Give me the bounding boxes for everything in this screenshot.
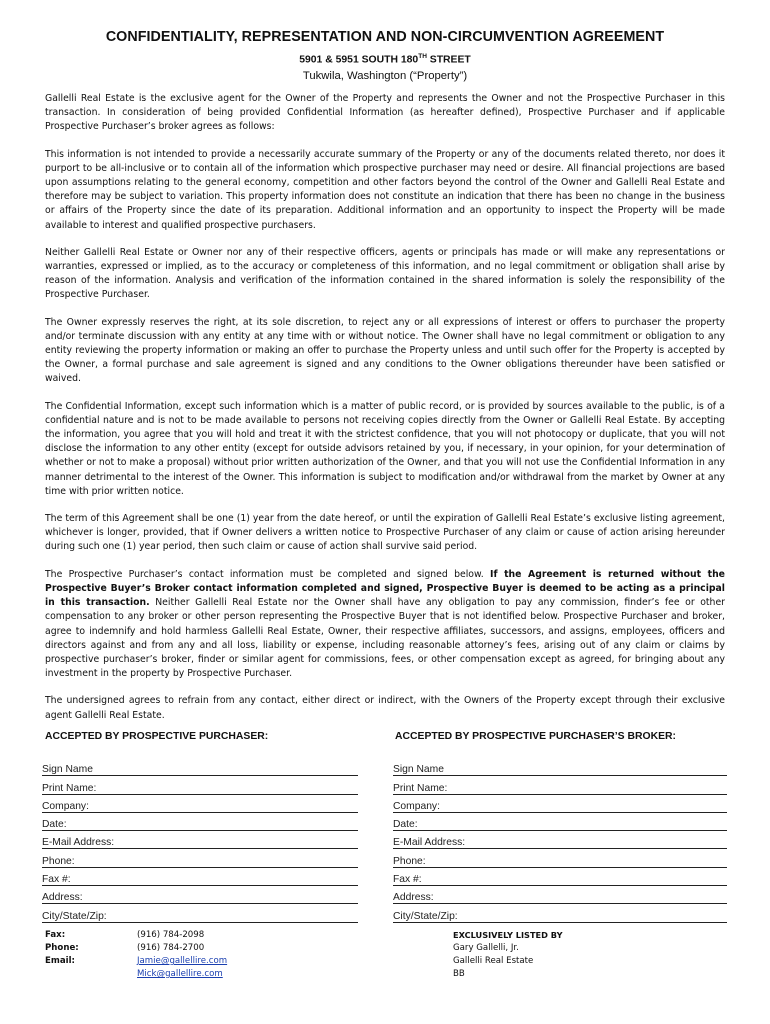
field-label: Date: (393, 819, 418, 831)
field-label: E-Mail Address: (42, 837, 115, 849)
address-main: 5901 & 5951 SOUTH 180 (299, 54, 419, 66)
broker-signature-block (393, 758, 727, 923)
fax-number: (916) 784-2098 (137, 930, 205, 940)
purchaser-signature-block (42, 758, 358, 923)
purchaser-date-field[interactable] (42, 813, 358, 831)
listing-agent-name: Gary Gallelli, Jr. (453, 943, 519, 953)
address-ordinal: TH (418, 53, 427, 60)
paragraph-term: The term of this Agreement shall be one (1) year from the date hereof, or until the expiration of Gallelli Real Estate’s exclusive listing agreement, whichever is longer, provided, that if Owner delivers a written notice to Prospective Purchaser of any claim or cause of action arising hereunder during such one (1) year period, then such claim or cause of action shall survive said period. (45, 513, 725, 553)
field-label: Company: (42, 800, 89, 812)
phone-label: Phone: (45, 943, 79, 953)
broker-contact-warning: If the Agreement is returned without the Prospective Buyer’s Broker contact information completed and signed, Prospective Buyer is deemed to be acting as a principal in this transaction. (45, 568, 725, 609)
field-label: Phone: (393, 855, 426, 867)
broker-contact-intro: The Prospective Purchaser’s contact information must be completed and signed below. (45, 568, 491, 580)
broker-sign-name-field[interactable] (393, 758, 727, 776)
broker-heading: ACCEPTED BY PROSPECTIVE PURCHASER’S BROKER: (395, 731, 676, 742)
purchaser-fax-field[interactable] (42, 868, 358, 886)
agreement-body (45, 92, 725, 736)
field-label: City/State/Zip: (42, 910, 107, 922)
broker-address-field[interactable] (393, 886, 727, 904)
field-label: Phone: (42, 855, 75, 867)
property-city: Tukwila, Washington (“Property”) (302, 70, 468, 82)
field-label: City/State/Zip: (393, 910, 458, 922)
broker-phone-field[interactable] (393, 849, 727, 867)
field-label: Print Name: (393, 782, 448, 794)
property-address (0, 53, 770, 65)
email-link-jamie[interactable]: Jamie@gallellire.com (137, 956, 228, 966)
purchaser-print-name-field[interactable] (42, 776, 358, 794)
paragraph-confidentiality: The Confidential Information, except such information which is a matter of public record, or is provided by sources available to the public, is of a confidential nature and is not to be made available to persons not receiving copies directly from the Owner or Gallelli Real Estate. By accepting the information, you agree that you will hold and treat it with the strictest confidence, that you will not photocopy or duplicate, that you will not disclose the information to any other entity (except for outside advisors retained by you, if necessary, in your opinion, for your determination of whether or not to make a proposal) without prior written authorization of the Owner, and that you will not use the Confidential Information in any manner detrimental to the interest of the Owner. This information is subject to modification and/or withdrawal from the market by Owner at any time with prior written notice. (45, 400, 725, 497)
field-label: Address: (393, 892, 434, 904)
paragraph-broker-contact (45, 568, 725, 682)
purchaser-phone-field[interactable] (42, 849, 358, 867)
purchaser-sign-name-field[interactable] (42, 758, 358, 776)
paragraph-non-circumvention: The undersigned agrees to refrain from any contact, either direct or indirect, with the Owners of the Property except through their exclusive agent Gallelli Real Estate. (45, 695, 725, 721)
field-label: Fax #: (42, 874, 71, 886)
paragraph-disclaimer: This information is not intended to provide a necessarily accurate summary of the Property or any of the documents related thereto, nor does it purport to be all-inclusive or to contain all of the information which prospective purchaser may need or desire. All financial projections are based upon assumptions relating to the general economy, competition and other factors beyond the control of the Owner and Gallelli Real Estate and therefore may be subject to variation. This property information does not constitute an indication that there has been no change in the business or affairs of the Property since the date of its preparation. Additional information and an opportunity to inspect the Property will be made available to interest and qualified prospective purchasers. (45, 148, 725, 231)
contact-info (45, 929, 305, 989)
purchaser-heading: ACCEPTED BY PROSPECTIVE PURCHASER: (45, 731, 269, 742)
email-label: Email: (45, 956, 75, 966)
fax-label: Fax: (45, 930, 66, 940)
field-label: Date: (42, 819, 67, 831)
field-label: Sign Name (42, 764, 93, 776)
listed-by-heading: EXCLUSIVELY LISTED BY (453, 930, 563, 940)
address-suffix: STREET (426, 54, 471, 66)
paragraph-no-warranty: Neither Gallelli Real Estate or Owner nor any of their respective officers, agents or principals has made or will make any representations or warranties, expressed or implied, as to the accuracy or completeness of this information, and no legal commitment or obligation shall arise by reason of the information. Analysis and verification of the information contained in the shared information is solely the responsibility of the Prospective Purchaser. (45, 246, 725, 301)
field-label: Address: (42, 892, 83, 904)
broker-print-name-field[interactable] (393, 776, 727, 794)
purchaser-city-state-zip-field[interactable] (42, 904, 358, 922)
phone-number: (916) 784-2700 (137, 943, 205, 953)
paragraph-owner-rights: The Owner expressly reserves the right, at its sole discretion, to reject any or all expressions of interest or offers to purchaser the property and/or terminate discussion with any entity at any time with or without notice. The Owner shall have no legal commitment or obligation to any entity reviewing the property information or making an offer to purchase the Property unless and until such offer for the Property is accepted by the Owner, a formal purchase and sale agreement is signed and any conditions to the Owner obligations thereunder have been satisfied or waived. (45, 316, 725, 385)
broker-email-field[interactable] (393, 831, 727, 849)
document-title: CONFIDENTIALITY, REPRESENTATION AND NON-CIRCUMVENTION AGREEMENT (105, 29, 665, 45)
paragraph-agency: Gallelli Real Estate is the exclusive agent for the Owner of the Property and represents the Owner and not the Prospective Purchaser in this transaction. In consideration of being provided Confidential Information (as hereafter defined), Prospective Purchaser and if applicable Prospective Purchaser’s broker agrees as follows: (45, 93, 725, 133)
purchaser-company-field[interactable] (42, 795, 358, 813)
field-label: Fax #: (393, 874, 422, 886)
listing-agent-block (453, 929, 563, 981)
field-label: E-Mail Address: (393, 837, 466, 849)
field-label: Company: (393, 800, 440, 812)
email-link-mick[interactable]: Mick@gallellire.com (137, 969, 223, 979)
listing-company: Gallelli Real Estate (453, 956, 534, 966)
broker-date-field[interactable] (393, 813, 727, 831)
broker-fax-field[interactable] (393, 868, 727, 886)
purchaser-email-field[interactable] (42, 831, 358, 849)
broker-contact-indemnity: Neither Gallelli Real Estate nor the Owner shall have any obligation to pay any commission, finder’s fee or other compensation to any broker or other person representing the Prospective Buyer that is not identified below. Prospective Purchaser and broker, agree to indemnify and hold harmless Gallelli Real Estate, Owner, their respective affiliates, successors, and assigns, employees, officers and directors against and from any and all loss, liability or expense, including reasonable attorney’s fees, arising out of any claim or claims by prospective purchaser’s broker, finder or similar agent for commissions, fees, or other compensation except as agreed, for bringing about any investment in the property by Prospective Purchaser. (45, 597, 725, 680)
broker-city-state-zip-field[interactable] (393, 904, 727, 922)
field-label: Sign Name (393, 764, 444, 776)
purchaser-address-field[interactable] (42, 886, 358, 904)
field-label: Print Name: (42, 782, 97, 794)
document-initials: BB (453, 969, 465, 979)
broker-company-field[interactable] (393, 795, 727, 813)
